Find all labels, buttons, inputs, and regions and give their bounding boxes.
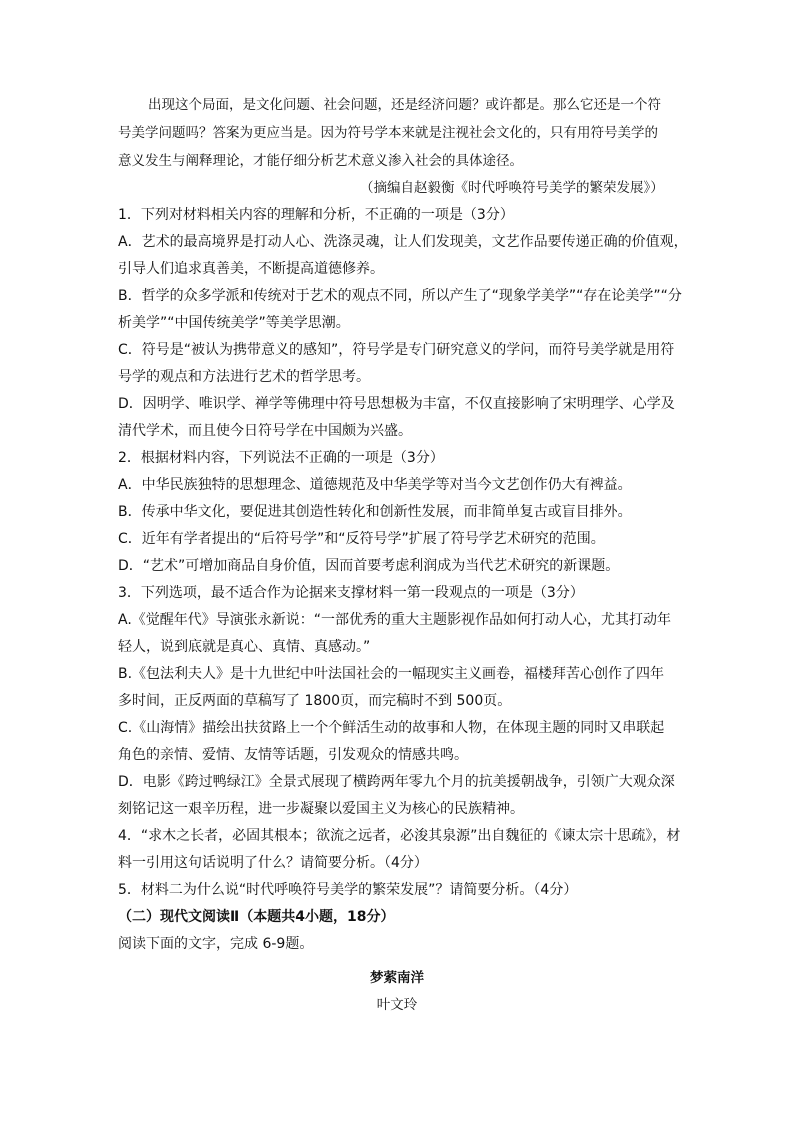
question-1-option-c: C．符号是“被认为携带意义的感知”，符号学是专门研究意义的学问，而符号美学就是用符	[118, 342, 675, 358]
question-2-option-c: C．近年有学者提出的“后符号学”和“反符号学”扩展了符号学艺术研究的范围。	[118, 531, 605, 547]
question-4-cont: 料一引用这句话说明了什么？请简要分析。（4分）	[118, 855, 428, 871]
question-3: 3．下列选项，最不适合作为论据来支撑材料一第一段观点的一项是（3分）	[118, 585, 584, 601]
section-instruction: 阅读下面的文字，完成 6-9题。	[118, 936, 314, 952]
question-3-option-c-cont: 角色的亲情、爱情、友情等话题，引发观众的情感共鸣。	[118, 747, 468, 763]
question-1-option-a-cont: 引导人们追求真善美，不断提高道德修养。	[118, 261, 384, 277]
question-2-option-a: A．中华民族独特的思想理念、道德规范及中华美学等对当今文艺创作仍大有裨益。	[118, 477, 632, 493]
question-1-option-b: B．哲学的众多学派和传统对于艺术的观点不同，所以产生了“现象学美学”“存在论美学”“分	[118, 288, 682, 304]
question-2-option-b: B．传承中华文化，要促进其创造性转化和创新性发展，而非简单复古或盲目排外。	[118, 504, 632, 520]
passage-line: 号美学问题吗？答案为更应当是。因为符号学本来就是注视社会文化的，只有用符号美学的	[118, 125, 658, 141]
question-3-option-d: D．电影《跨过鸭绿江》全景式展现了横跨两年零九个月的抗美援朝战争，引领广大观众深	[118, 774, 675, 790]
question-1-option-c-cont: 号学的观点和方法进行艺术的哲学思考。	[118, 369, 370, 385]
question-3-option-a: A.《觉醒年代》导演张永新说：“一部优秀的重大主题影视作品如何打动人心，尤其打动年	[118, 612, 672, 628]
question-2-option-d: D．“艺术”可增加商品自身价值，因而首要考虑利润成为当代艺术研究的新课题。	[118, 558, 620, 574]
question-1-option-a: A．艺术的最高境界是打动人心、洗涤灵魂，让人们发现美，文艺作品要传递正确的价值观，	[118, 234, 688, 250]
question-3-option-c: C.《山海情》描绘出扶贫路上一个个鲜活生动的故事和人物，在体现主题的同时又串联起	[118, 720, 665, 736]
question-3-option-a-cont: 轻人，说到底就是真心、真情、真感动。”	[118, 639, 371, 655]
question-3-option-b-cont: 多时间，正反两面的草稿写了 1800页，而完稿时不到 500页。	[118, 693, 512, 709]
question-3-option-b: B.《包法利夫人》是十九世纪中叶法国社会的一幅现实主义画卷，福楼拜苦心创作了四年	[118, 666, 665, 682]
question-2: 2．根据材料内容，下列说法不正确的一项是（3分）	[118, 450, 444, 466]
question-5: 5．材料二为什么说“时代呼唤符号美学的繁荣发展”？请简要分析。（4分）	[118, 882, 578, 898]
section-heading: （二）现代文阅读Ⅱ（本题共4小题，18分）	[118, 909, 395, 925]
question-3-option-d-cont: 刻铭记这一艰辛历程，进一步凝聚以爱国主义为核心的民族精神。	[118, 801, 524, 817]
question-1: 1．下列对材料相关内容的理解和分析，不正确的一项是（3分）	[118, 207, 514, 223]
story-author: 叶文玲	[376, 997, 418, 1013]
question-1-option-d-cont: 清代学术，而且使今日符号学在中国颇为兴盛。	[118, 423, 412, 439]
question-1-option-d: D．因明学、唯识学、禅学等佛理中符号思想极为丰富，不仅直接影响了宋明理学、心学及	[118, 396, 675, 412]
question-1-option-b-cont: 析美学”“中国传统美学”等美学思潮。	[118, 315, 350, 331]
passage-source: （摘编自赵毅衡《时代呼唤符号美学的繁荣发展》）	[360, 180, 664, 196]
passage-line: 意义发生与阐释理论，才能仔细分析艺术意义渗入社会的具体途径。	[118, 153, 523, 169]
story-title: 梦萦南洋	[370, 970, 424, 986]
passage-line: 出现这个局面，是文化问题、社会问题，还是经济问题？或许都是。那么它还是一个符	[148, 97, 661, 113]
question-4: 4．“求木之长者，必固其根本；欲流之远者，必浚其泉源”出自魏征的《谏太宗十思疏》，材	[118, 828, 681, 844]
